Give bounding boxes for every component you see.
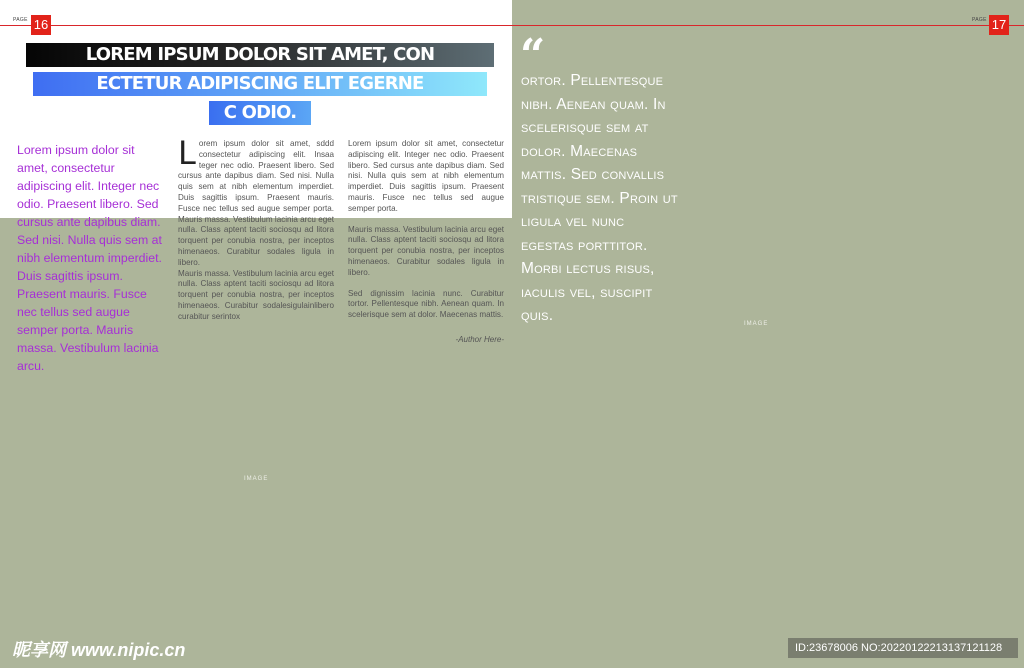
column-2-paragraph-2: Mauris massa. Vestibulum lacinia arcu eget nulla. Class aptent taciti sociosqu ad litora torquent per conubia nostra, per inceptos himenaeos. Curabitur sodales ligula in libero.: [348, 224, 504, 277]
intro-paragraph: Lorem ipsum dolor sit amet, consectetur adipiscing elit. Integer nec odio. Praesent libero. Sed cursus ante dapibus diam. Sed nisi. Nulla quis sem at nibh elementum imperdiet. Duis sagittis ipsum. Praesent mauris. Fusce nec tellus sed augue semper porta. Mauris massa. Vestibulum lacinia arcu.: [17, 143, 162, 373]
author-credit: -Author Here-: [455, 335, 504, 344]
headline-line-2: ECTETUR ADIPISCING ELIT EGERNE: [33, 72, 487, 96]
page-number-right: 17: [989, 15, 1009, 35]
watermark-id: ID:23678006 NO:20220122213137121128: [788, 638, 1018, 658]
image-placeholder-right: IMAGE: [744, 321, 769, 327]
column-2-paragraph-3: Sed dignissim lacinia nunc. Curabitur tortor. Pellentesque nibh. Aenean quam. In scelerisque sem at dolor. Maecenas mattis.: [348, 288, 504, 320]
headline-line-1: LOREM IPSUM DOLOR SIT AMET, CON: [26, 43, 494, 67]
drop-cap: L: [178, 134, 196, 172]
column-2-paragraph-1: Lorem ipsum dolor sit amet, consectetur adipiscing elit. Integer nec odio. Praesent libero. Sed cursus ante dapibus diam. Sed nisi. Nulla quis sem at nibh elementum imperdiet. Duis sagittis ipsum. Praesent mauris. Fusce nec tellus sed augue semper porta.: [348, 139, 504, 213]
watermark-site: 昵享网 www.nipic.cn: [12, 640, 186, 660]
body-column-2: [348, 139, 504, 331]
page-label-left: PAGE: [13, 17, 28, 23]
body-column-1: [178, 134, 334, 333]
header-rule: [0, 25, 1024, 26]
column-1-paragraph-2: Mauris massa. Vestibulum lacinia arcu eget nulla. Class aptent taciti sociosqu ad litora torquent per conubia nostra, per inceptos himenaeos. Curabitur sodalesigulainlibero curabitur serintox: [178, 268, 334, 321]
quote-mark-icon: “: [520, 30, 546, 81]
image-placeholder-left: IMAGE: [244, 476, 269, 482]
headline-line-3: C ODIO.: [209, 101, 311, 125]
column-1-paragraph-1: orem ipsum dolor sit amet, sddd consectetur adipiscing elit. Insaa teger nec odio. Praesent libero. Sed cursus ante dapibus diam. Sed nisi. Nulla quis sem at nibh elementum imperdiet. Duis sagittis ipsum. Praesent mauris. Fusce nec tellus sed augue semper porta. Mauris massa. Vestibulum lacinia arcu eget nulla. Class aptent taciti sociosqu ad litora torquent per conubia nostra, per inceptos himenaeos. Curabitur sodales ligula in libero.: [178, 139, 334, 267]
page-number-left: 16: [31, 15, 51, 35]
page-label-right: PAGE: [972, 17, 987, 23]
pull-quote: ortor. Pellentesque nibh. Aenean quam. In scelerisque sem at dolor. Maecenas mattis. Sed convallis tristique sem. Proin ut ligula vel nunc egestas porttitor. Morbi lectus risus, iaculis vel, suscipit quis.: [521, 72, 678, 324]
